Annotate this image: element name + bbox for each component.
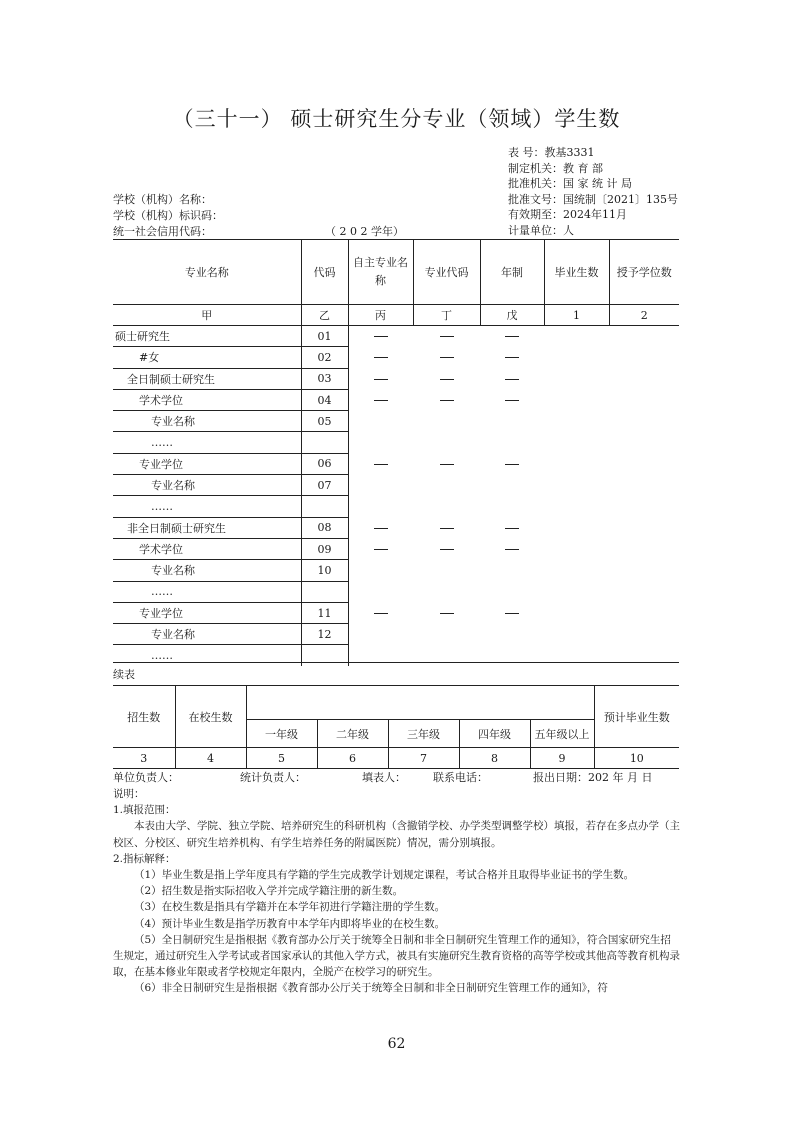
main-table xyxy=(113,240,679,666)
notes xyxy=(113,786,681,997)
degrees-cell xyxy=(609,389,679,410)
credit-code-label: 统一社会信用代码： xyxy=(113,225,212,238)
maker-label: 制定机关： xyxy=(508,161,563,175)
note-item: （4）预计毕业生数是指学历教育中本学年内即将毕业的在校生数。 xyxy=(134,917,446,930)
custom-major-cell xyxy=(348,475,413,496)
scope-text: 本表由大学、学院、独立学院、培养研究生的科研机构（含撤销学校、办学类型调整学校）填报，若存在多点办学（主校区、分校区、研究生培养机构、有学生培养任务的附属医院）情况，需分别填报。 xyxy=(113,820,680,849)
custom-major-cell xyxy=(348,368,413,389)
cont-num: 5 xyxy=(246,748,317,770)
graduates-cell xyxy=(544,389,609,410)
graduates-cell xyxy=(544,432,609,453)
row-code: 02 xyxy=(301,347,348,368)
graduates-cell xyxy=(544,347,609,368)
graduates-cell xyxy=(544,326,609,347)
degrees-cell xyxy=(609,411,679,432)
bottom-rule xyxy=(113,768,679,769)
custom-major-cell xyxy=(348,453,413,474)
table-row xyxy=(113,538,679,559)
dash-mark xyxy=(374,379,388,380)
degrees-cell xyxy=(609,517,679,538)
continuation-label: 续表 xyxy=(113,668,135,681)
approver-label: 批准机关： xyxy=(508,177,563,190)
index-cell: 戊 xyxy=(480,305,544,326)
custom-major-cell xyxy=(348,326,413,347)
index-cell: 丙 xyxy=(348,305,413,326)
years-cell xyxy=(480,581,544,602)
major-code-cell xyxy=(413,453,480,474)
filler-label: 填表人： xyxy=(362,771,406,784)
row-name: …… xyxy=(151,649,173,663)
degrees-cell xyxy=(609,602,679,623)
degrees-cell xyxy=(609,624,679,645)
custom-major-cell xyxy=(348,624,413,645)
major-code-cell xyxy=(413,432,480,453)
graduates-cell xyxy=(544,560,609,581)
cont-grade-5: 五年级以上 xyxy=(530,720,594,748)
custom-major-cell xyxy=(348,538,413,559)
row-code: 05 xyxy=(301,411,348,432)
report-date-label: 报出日期：202 年 月 日 xyxy=(533,771,653,784)
row-name: …… xyxy=(113,496,301,517)
index-cell: 甲 xyxy=(113,305,301,326)
header-degrees: 授予学位数 xyxy=(609,240,679,305)
custom-major-cell xyxy=(348,411,413,432)
graduates-cell xyxy=(544,602,609,623)
cont-num: 10 xyxy=(594,748,679,770)
row-code: 01 xyxy=(301,326,348,347)
table-row xyxy=(113,453,679,474)
row-code: 08 xyxy=(301,517,348,538)
degrees-cell xyxy=(609,368,679,389)
stat-head-label: 统计负责人： xyxy=(240,771,306,784)
table-row xyxy=(113,347,679,368)
note-item: （5）全日制研究生是指根据《教育部办公厅关于统筹全日制和非全日制研究生管理工作的通知》，符合国家研究生招生规定，通过研究生入学考试或者国家承认的其他入学方式，被具有实施研究生教育资格的高等学校或其他高等教育机构录取，在基本修业年限或者学校规定年限内，全脱产在校学习的研究生。 xyxy=(113,933,680,979)
unit: 人 xyxy=(563,223,574,237)
years-cell xyxy=(480,496,544,517)
page-title: （三十一） 硕士研究生分专业（领域）学生数 xyxy=(172,107,621,131)
notes-heading: 说明： xyxy=(113,788,145,800)
dash-mark xyxy=(505,336,519,337)
school-id-label: 学校（机构）标识码： xyxy=(113,209,223,222)
dash-mark xyxy=(440,528,454,529)
header-major-code: 专业代码 xyxy=(413,240,480,305)
dash-mark xyxy=(440,464,454,465)
custom-major-cell xyxy=(348,602,413,623)
graduates-cell xyxy=(544,538,609,559)
index-cell: 乙 xyxy=(301,305,348,326)
graduates-cell xyxy=(544,411,609,432)
dash-mark xyxy=(505,613,519,614)
dash-mark xyxy=(440,379,454,380)
table-row xyxy=(113,602,679,623)
row-name: 学术学位 xyxy=(113,538,301,559)
major-code-cell xyxy=(413,326,480,347)
table-row xyxy=(113,326,679,347)
row-name: #女 xyxy=(113,347,301,368)
row-name: 非全日制硕士研究生 xyxy=(113,517,301,538)
years-cell xyxy=(480,368,544,389)
table-row xyxy=(113,517,679,538)
approval-no: 国统制〔2021〕135号 xyxy=(563,192,678,206)
index-cell: 丁 xyxy=(413,305,480,326)
years-cell xyxy=(480,560,544,581)
custom-major-cell xyxy=(348,496,413,517)
cont-grade-span xyxy=(246,686,594,720)
row-name: …… xyxy=(113,581,301,602)
cont-expected: 预计毕业生数 xyxy=(594,686,679,748)
table-row xyxy=(113,560,679,581)
major-code-cell xyxy=(413,602,480,623)
years-cell xyxy=(480,602,544,623)
row-name: 专业学位 xyxy=(113,602,301,623)
cont-num: 3 xyxy=(140,752,148,765)
cont-grade-1: 一年级 xyxy=(246,720,317,748)
dash-mark xyxy=(374,336,388,337)
row-code: 10 xyxy=(301,560,348,581)
form-no: 教基3331 xyxy=(544,146,595,159)
table-row xyxy=(113,496,679,517)
dash-mark xyxy=(374,549,388,550)
header-years: 年制 xyxy=(480,240,544,305)
cont-grade-2: 二年级 xyxy=(317,720,388,748)
cont-num: 4 xyxy=(175,748,246,770)
table-row xyxy=(113,432,679,453)
row-name: 全日制硕士研究生 xyxy=(113,368,301,389)
maker: 教 育 部 xyxy=(563,161,603,175)
custom-major-cell xyxy=(348,560,413,581)
unit-head-label: 单位负责人： xyxy=(113,771,179,784)
header-custom-major: 自主专业名称 xyxy=(348,240,413,305)
table-row xyxy=(113,389,679,410)
row-code: 11 xyxy=(301,602,348,623)
table-row xyxy=(113,581,679,602)
custom-major-cell xyxy=(348,517,413,538)
graduates-cell xyxy=(544,581,609,602)
dash-mark xyxy=(374,464,388,465)
row-code: 06 xyxy=(301,453,348,474)
header-major-name: 专业名称 xyxy=(113,240,301,305)
years-cell xyxy=(480,326,544,347)
degrees-cell xyxy=(609,581,679,602)
cont-enroll: 招生数 xyxy=(113,686,175,748)
page-number: 62 xyxy=(387,1036,406,1052)
dash-mark xyxy=(505,379,519,380)
row-name: 专业名称 xyxy=(113,411,301,432)
dash-mark xyxy=(374,528,388,529)
index-cell: 2 xyxy=(609,305,679,326)
major-code-cell xyxy=(413,517,480,538)
scope-title: 1.填报范围： xyxy=(113,804,176,817)
years-cell xyxy=(480,389,544,410)
cont-grade-3: 三年级 xyxy=(388,720,459,748)
graduates-cell xyxy=(544,368,609,389)
table-row xyxy=(113,368,679,389)
degrees-cell xyxy=(609,453,679,474)
degrees-cell xyxy=(609,475,679,496)
major-code-cell xyxy=(413,560,480,581)
dash-mark xyxy=(505,464,519,465)
years-cell xyxy=(480,538,544,559)
row-name: 专业名称 xyxy=(113,475,301,496)
degrees-cell xyxy=(609,538,679,559)
graduates-cell xyxy=(544,453,609,474)
continuation-rule xyxy=(113,662,679,663)
dash-mark xyxy=(440,400,454,401)
header-graduates: 毕业生数 xyxy=(544,240,609,305)
dash-mark xyxy=(374,400,388,401)
row-name: …… xyxy=(113,432,301,453)
cont-in-school: 在校生数 xyxy=(175,686,246,748)
degrees-cell xyxy=(609,560,679,581)
degrees-cell xyxy=(609,496,679,517)
custom-major-cell xyxy=(348,347,413,368)
valid-until: 2024年11月 xyxy=(563,208,627,221)
row-name: 专业学位 xyxy=(113,453,301,474)
school-name-label: 学校（机构）名称： xyxy=(113,193,212,206)
table-row xyxy=(113,411,679,432)
cont-grade-4: 四年级 xyxy=(459,720,530,748)
cont-num: 7 xyxy=(388,748,459,770)
years-cell xyxy=(480,624,544,645)
custom-major-cell xyxy=(348,581,413,602)
row-name: 硕士研究生 xyxy=(113,326,301,347)
dash-mark xyxy=(505,549,519,550)
major-code-cell xyxy=(413,538,480,559)
row-code xyxy=(301,581,348,602)
valid-label: 有效期至： xyxy=(508,208,563,221)
major-code-cell xyxy=(413,581,480,602)
row-code: 09 xyxy=(301,538,348,559)
graduates-cell xyxy=(544,624,609,645)
major-code-cell xyxy=(413,389,480,410)
dash-mark xyxy=(505,528,519,529)
dash-mark xyxy=(440,549,454,550)
row-name: 专业名称 xyxy=(113,624,301,645)
major-code-cell xyxy=(413,496,480,517)
years-cell xyxy=(480,347,544,368)
dash-mark xyxy=(374,613,388,614)
graduates-cell xyxy=(544,517,609,538)
major-code-cell xyxy=(413,411,480,432)
school-year-label: （ 2 0 2 学年） xyxy=(325,225,404,238)
header-row xyxy=(113,240,679,305)
degrees-cell xyxy=(609,432,679,453)
years-cell xyxy=(480,517,544,538)
row-code: 07 xyxy=(301,475,348,496)
index-cell: 1 xyxy=(544,305,609,326)
dash-mark xyxy=(440,357,454,358)
degrees-cell xyxy=(609,326,679,347)
table-row xyxy=(113,475,679,496)
row-name: 学术学位 xyxy=(113,389,301,410)
years-cell xyxy=(480,475,544,496)
degrees-cell xyxy=(609,347,679,368)
index-row xyxy=(113,305,679,326)
custom-major-cell xyxy=(348,389,413,410)
graduates-cell xyxy=(544,496,609,517)
indicator-title: 2.指标解释： xyxy=(113,852,176,865)
custom-major-cell xyxy=(348,432,413,453)
note-item: （1）毕业生数是指上学年度具有学籍的学生完成教学计划规定课程，考试合格并且取得毕业证书的学生数。 xyxy=(134,869,635,882)
phone-label: 联系电话： xyxy=(433,771,488,784)
row-code xyxy=(301,496,348,517)
row-name: 专业名称 xyxy=(113,560,301,581)
approver: 国 家 统 计 局 xyxy=(563,177,632,190)
unit-label: 计量单位： xyxy=(508,223,563,237)
cont-num: 8 xyxy=(459,748,530,770)
years-cell xyxy=(480,432,544,453)
header-code: 代码 xyxy=(301,240,348,305)
continuation-table xyxy=(113,686,679,769)
cont-num: 9 xyxy=(530,748,594,770)
years-cell xyxy=(480,453,544,474)
note-item: （3）在校生数是指具有学籍并在本学年初进行学籍注册的学生数。 xyxy=(134,901,446,914)
row-code: 04 xyxy=(301,389,348,410)
row-code: 12 xyxy=(301,624,348,645)
meta-block xyxy=(508,145,678,238)
graduates-cell xyxy=(544,475,609,496)
note-item: （2）招生数是指实际招收入学并完成学籍注册的新生数。 xyxy=(134,885,404,898)
dash-mark xyxy=(440,613,454,614)
dash-mark xyxy=(374,357,388,358)
years-cell xyxy=(480,411,544,432)
form-no-label: 表 号： xyxy=(508,146,545,159)
dash-mark xyxy=(505,400,519,401)
table-row xyxy=(113,624,679,645)
approval-no-label: 批准文号： xyxy=(508,192,563,206)
major-code-cell xyxy=(413,347,480,368)
dash-mark xyxy=(505,357,519,358)
row-code: 03 xyxy=(301,368,348,389)
dash-mark xyxy=(440,336,454,337)
row-code xyxy=(301,432,348,453)
major-code-cell xyxy=(413,475,480,496)
note-item: （6）非全日制研究生是指根据《教育部办公厅关于统筹全日制和非全日制研究生管理工作的通知》，符 xyxy=(134,982,608,995)
cont-num: 6 xyxy=(317,748,388,770)
major-code-cell xyxy=(413,624,480,645)
major-code-cell xyxy=(413,368,480,389)
